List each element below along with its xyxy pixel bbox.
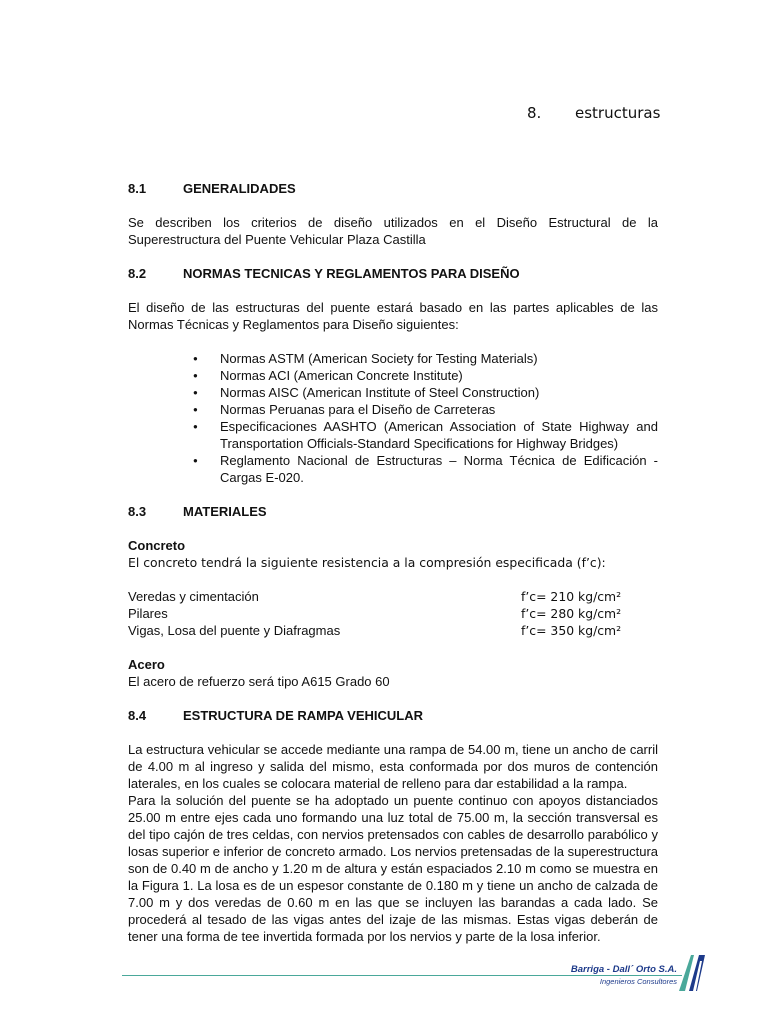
material-label: Pilares <box>128 606 168 621</box>
material-label: Veredas y cimentación <box>128 589 259 604</box>
document-body <box>128 180 658 945</box>
materials-table <box>128 588 658 639</box>
list-item: ● Especificaciones AASHTO (American Association of State Highway and Transportation Officials-Standard Specifications for Highway Bridges) <box>193 418 658 452</box>
section-heading-8-3: 8.3 MATERIALES <box>128 504 267 519</box>
paragraph-generalidades: Se describen los criterios de diseño utilizados en el Diseño Estructural de la Superestructura del Puente Vehicular Plaza Castilla <box>128 215 658 247</box>
paragraph-acero: El acero de refuerzo será tipo A615 Grado 60 <box>128 674 390 689</box>
paragraph-rampa-2: Para la solución del puente se ha adoptado un puente continuo con apoyos distanciados 25.00 m entre ejes cada uno formando una luz total de 75.00 m, la sección transversal es del tipo cajón de tres celdas, con nervios pretensados con cables de desarrollo parabólico y losas superior e inferior de concreto armado. Los nervios pretensadas de la superestructura son de 0.40 m de ancho y 1.20 m de altura y están espaciados 2.10 m como se muestra en la Figura 1. La losa es de un espesor constante de 0.180 m y tiene un ancho de calzada de 7.00 m y dos veredas de 0.60 m en las que se incluyen las barandas a cada lado. Se procederá al tesado de las vigas antes del izaje de las mismas. Estas vigas deberán de tener una forma de tee invertida formada por los nervios y parte de la losa inferior. <box>128 793 658 944</box>
road-logo-icon <box>679 955 705 991</box>
chapter-title: estructuras <box>575 104 661 122</box>
material-value: f’c= 350 kg/cm² <box>521 623 622 638</box>
chapter-number: 8. <box>527 104 542 122</box>
material-value: f’c= 210 kg/cm² <box>521 589 622 604</box>
company-logo <box>570 955 705 991</box>
list-item: ● Normas AISC (American Institute of Steel Construction) <box>193 384 658 401</box>
normas-list <box>128 350 658 486</box>
paragraph-rampa-1: La estructura vehicular se accede mediante una rampa de 54.00 m, tiene un ancho de carril de 4.00 m al ingreso y salida del mismo, esta conformada por dos muros de contención laterales, en los cuales se colocara material de relleno para dar estabilidad a la rampa. <box>128 742 658 791</box>
section-heading-8-1: 8.1 GENERALIDADES <box>128 181 296 196</box>
list-item: ● Reglamento Nacional de Estructuras – Norma Técnica de Edificación - Cargas E-020. <box>193 452 658 486</box>
section-heading-8-2: 8.2 NORMAS TECNICAS Y REGLAMENTOS PARA DISEÑO <box>128 266 520 281</box>
material-label: Vigas, Losa del puente y Diafragmas <box>128 623 341 638</box>
subheading-acero: Acero <box>128 657 165 672</box>
list-item: ● Normas ASTM (American Society for Testing Materials) <box>193 350 658 367</box>
company-name: Barriga - Dall´ Orto S.A. <box>570 964 677 975</box>
table-row <box>128 605 658 622</box>
list-item: ● Normas ACI (American Concrete Institute) <box>193 367 658 384</box>
material-value: f’c= 280 kg/cm² <box>521 606 622 621</box>
table-row <box>128 588 658 605</box>
chapter-heading <box>527 104 660 122</box>
list-item: ● Normas Peruanas para el Diseño de Carreteras <box>193 401 658 418</box>
paragraph-normas: El diseño de las estructuras del puente estará basado en las partes aplicables de las Normas Técnicas y Reglamentos para Diseño siguientes: <box>128 300 658 332</box>
section-heading-8-4: 8.4 ESTRUCTURA DE RAMPA VEHICULAR <box>128 708 424 723</box>
paragraph-concreto: El concreto tendrá la siguiente resistencia a la compresión especificada (f’c): <box>128 555 606 570</box>
subheading-concreto: Concreto <box>128 538 186 553</box>
company-subtitle: Ingenieros Consultores <box>599 977 677 986</box>
table-row <box>128 622 658 639</box>
